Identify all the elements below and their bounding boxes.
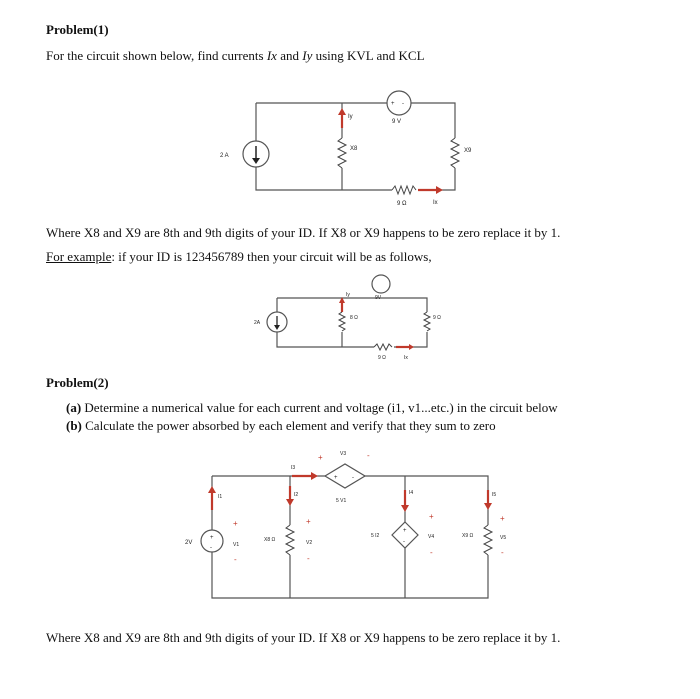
ex-label-9ohm-a: 9 Ω (433, 315, 441, 321)
statement-pre: For the circuit shown below, find currents (46, 48, 264, 63)
p1-label-9v: 9 V (392, 119, 402, 125)
svg-text:+: + (306, 517, 311, 526)
p2-i3-arrow (311, 472, 318, 480)
p2-i1-arrow (208, 486, 216, 493)
ex-label-ix: Ix (404, 355, 408, 361)
p2-label-v3: V3 (340, 451, 347, 457)
svg-text:+: + (318, 453, 323, 462)
p2-voltage-source (201, 530, 223, 552)
p2-label-i2: I2 (294, 492, 299, 498)
p1-label-ix: Ix (433, 200, 438, 206)
p2-i2-arrow (286, 499, 294, 506)
part-a-text: Determine a numerical value for each current and voltage (i1, v1...etc.) in the circuit below (84, 400, 558, 415)
p1-label-x8: X8 (350, 146, 358, 152)
p2-label-i5: I5 (492, 492, 497, 498)
example-text: : if your ID is 123456789 then your circuit will be as follows, (111, 249, 432, 264)
p2-i4-arrow (401, 505, 409, 512)
ex-label-iy: Iy (346, 292, 350, 298)
ex-label-9ohm-b: 9 Ω (378, 355, 386, 361)
ex-label-8ohm: 8 Ω (350, 315, 358, 321)
p2-label-i4: I4 (409, 490, 414, 496)
example-label: For example (46, 249, 112, 264)
p2-dep-current-source (392, 522, 418, 548)
problem1-where-line: Where X8 and X9 are 8th and 9th digits of your ID. If X8 or X9 happens to be zero replace it by 1. (46, 225, 561, 240)
svg-text:-: - (402, 101, 404, 107)
svg-text:+: + (500, 514, 505, 523)
ex-label-2a: 2A (254, 320, 261, 326)
p2-label-x9: X9 Ω (462, 533, 474, 539)
statement-and: and (280, 48, 299, 63)
p2-outer-loop (212, 476, 488, 598)
p2-dep-voltage-source (325, 464, 365, 488)
p2-label-v4: V4 (428, 534, 435, 540)
p1-label-x9: X9 (464, 148, 472, 154)
problem2-where-line: Where X8 and X9 are 8th and 9th digits of your ID. If X8 or X9 happens to be zero replace it by 1. (46, 630, 561, 645)
p2-label-5v1: 5 V1 (336, 498, 347, 504)
svg-text:-: - (430, 548, 433, 557)
svg-text:+: + (403, 528, 407, 534)
p1-label-2a: 2 A (220, 153, 229, 159)
svg-text:-: - (403, 539, 405, 545)
ex-label-9v: 9V (375, 295, 382, 301)
problem1-title: Problem(1) (46, 22, 109, 37)
svg-text:+: + (233, 519, 238, 528)
part-a-label: (a) (66, 400, 82, 415)
p2-label-i3: I3 (291, 465, 296, 471)
svg-text:-: - (501, 548, 504, 557)
svg-text:-: - (352, 475, 354, 481)
p2-label-i1: I1 (218, 494, 223, 500)
iy-symbol: Iy (302, 48, 313, 63)
svg-text:+: + (334, 475, 338, 481)
svg-text:-: - (234, 555, 237, 564)
problem2-title: Problem(2) (46, 375, 109, 390)
p1-label-iy: Iy (348, 114, 353, 120)
ix-symbol: Ix (266, 48, 277, 63)
svg-text:-: - (307, 554, 310, 563)
svg-text:+: + (210, 535, 214, 541)
svg-text:+: + (429, 512, 434, 521)
p2-label-2v: 2V (185, 540, 193, 546)
svg-text:-: - (367, 451, 370, 460)
svg-text:-: - (210, 545, 212, 551)
part-b-label: (b) (66, 418, 82, 433)
p2-label-v5: V5 (500, 535, 507, 541)
p2-label-x8: X8 Ω (264, 537, 276, 543)
part-b-text: Calculate the power absorbed by each element and verify that they sum to zero (85, 418, 496, 433)
p2-label-v2: V2 (306, 540, 313, 546)
statement-post: using KVL and KCL (315, 48, 425, 63)
p2-label-v1: V1 (233, 542, 240, 548)
svg-text:+: + (391, 101, 395, 107)
p2-i5-arrow (484, 503, 492, 510)
p1-label-9ohm: 9 Ω (397, 201, 407, 207)
p2-label-5i2: 5 I2 (371, 533, 380, 539)
